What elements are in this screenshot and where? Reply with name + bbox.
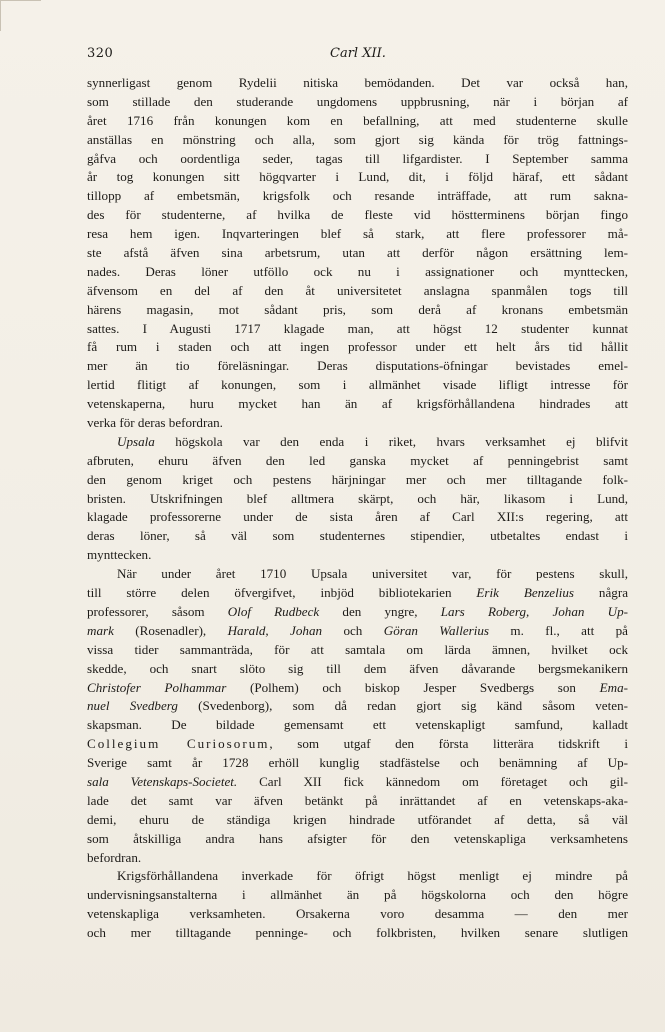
text-segment: (Polhem) och biskop Jesper Svedbergs son — [226, 679, 600, 695]
text-line — [87, 433, 628, 452]
text-line: Sverige samt år 1728 erhöll kunglig stadfästelse och benämning af Up- — [87, 755, 628, 771]
text-line: skedde, och snart slöto sig till dem äfven dåvarande bergsmekanikern — [87, 660, 628, 676]
running-head: Carl XII. — [330, 46, 386, 61]
text-line: verka för deras befordran. — [87, 415, 223, 431]
text-line: som stillade den studerande ungdomens uppbrusning, när i början af — [87, 93, 628, 109]
text-line: När under året 1710 Upsala universitet var, för pestens skull, — [117, 566, 628, 582]
text-line: resa hem igen. Inqvarteringen blef så stark, att flere professorer må- — [87, 226, 628, 242]
text-segment: den yngre, — [319, 603, 441, 619]
text-line: vetenskapliga verksamheten. Orsakerna voro desamma — den mer — [87, 906, 628, 922]
text-line: undervisningsanstalterna i allmänhet än på högskolorna och den högre — [87, 887, 628, 903]
text-segment: och — [322, 622, 384, 638]
text-line: synnerligast genom Rydelii nitiska bemödanden. Det var också han, — [87, 75, 628, 90]
text-line: lade det samt var äfven betänkt på inrättandet af en vetenskaps-aka- — [87, 792, 628, 808]
text-line: afbruten, ehuru äfven den led ganska mycket af penningebrist samt — [87, 452, 628, 468]
text-line: sattes. I Augusti 1717 klagade man, att högst 12 studenter kunnat — [87, 320, 628, 336]
page-corner-mark — [0, 0, 41, 31]
text-line — [87, 773, 628, 792]
italic-text: Erik Benzelius — [476, 585, 575, 601]
text-line: vetenskaperna, huru mycket han än af krigsförhållandena hindrades att — [87, 396, 628, 412]
text-line: bristen. Utskrifningen blef alltmera skärpt, och här, likasom i Lund, — [87, 490, 628, 506]
text-line — [87, 679, 628, 698]
italic-text: Upsala — [117, 433, 155, 449]
italic-text: Christofer Polhammar — [87, 679, 227, 695]
text-line: befordran. — [87, 849, 142, 865]
text-line: äfvensom en del af den åt universitetet anslagna spanmålen togs till — [87, 282, 628, 298]
text-segment: , som utgaf den första litterära tidskrift i — [269, 736, 628, 752]
italic-text: Göran Wallerius — [383, 622, 490, 638]
text-line: demi, ehuru de ständiga krigen hindrade utförandet af detta, så väl — [87, 811, 628, 827]
text-line: mer än tio föreläsningar. Deras disputations-öfningar bevistades emel- — [87, 358, 628, 374]
text-line: des för studenterne, af hvilka de fleste vid höstterminens början fingo — [87, 207, 628, 223]
body-text — [87, 74, 628, 943]
text-line — [87, 697, 628, 716]
text-line: som åtskilliga andra hans afsigter för den vetenskapliga verksamhetens — [87, 830, 628, 846]
text-line: år tog konungen sitt högqvarter i Lund, dit, i följd häraf, ett sådant — [87, 169, 628, 185]
text-line — [87, 584, 628, 603]
text-line: nades. Deras löner utföllo ock nu i assignationer och mynttecken, — [87, 263, 628, 279]
text-segment: några — [574, 585, 629, 601]
text-line — [87, 603, 628, 622]
italic-text: mark — [87, 622, 114, 638]
italic-text: nuel Svedberg — [87, 698, 178, 714]
spaced-text: Collegium Curiosorum — [87, 736, 270, 752]
italic-text: Ema- — [599, 679, 628, 695]
text-line: gåfva och oordentliga seder, tagas till lifgardister. I September samma — [87, 150, 628, 166]
page-header — [87, 46, 627, 66]
text-segment: högskola var den enda i riket, hvars verksamhet ej blifvit — [154, 433, 628, 449]
text-segment: professorer, såsom — [87, 603, 228, 619]
text-line: klagade professorerne under de sista åren af Carl XII:s regering, att — [87, 509, 628, 525]
text-line: deras löner, så väl som studenternes stipendier, utbetaltes endast i — [87, 528, 628, 544]
text-line: Krigsförhållandena inverkade för öfrigt högst menligt ej mindre på — [117, 868, 628, 884]
page-number: 320 — [87, 46, 114, 61]
text-line: vissa tider sammanträda, för att samtala om lärda ämnen, hvilket ock — [87, 641, 628, 657]
text-line: tillopp af embetsmän, krigsfolk och resande inträffade, att rum sakna- — [87, 188, 628, 204]
text-line — [87, 735, 628, 754]
italic-text: Lars Roberg, Johan Up- — [440, 603, 628, 619]
text-line: få rum i staden och att ingen professor under ett helt års tid hållit — [87, 339, 628, 355]
italic-text: sala Vetenskaps-Societet. — [87, 773, 238, 789]
text-line: härens magasin, mot sådant pris, som derå af kronans embetsmän — [87, 301, 628, 317]
text-line: anställas en mönstring och alla, som gjort sig kända för trög fattnings- — [87, 131, 628, 147]
text-line: året 1716 från konungen kom en befallning, att med studenterne skulle — [87, 112, 628, 128]
text-segment: m. fl., att på — [489, 622, 628, 638]
text-line: den genom kriget och pestens härjningar mer och mer tilltagande folk- — [87, 471, 628, 487]
text-segment: (Rosenadler), — [113, 622, 228, 638]
text-segment: Carl XII fick kännedom om företaget och gil- — [237, 773, 628, 789]
text-line: mynttecken. — [87, 547, 152, 563]
italic-text: Harald, Johan — [227, 622, 323, 638]
text-line: ste afstå äfven sina arbetsrum, utan att derför någon ersättning lem- — [87, 245, 628, 261]
text-line: lertid flitigt af konungen, som i allmänhet visade lifligt intresse för — [87, 377, 628, 393]
text-line: och mer tilltagande penninge- och folkbristen, hvilken senare slutligen — [87, 925, 628, 941]
text-line — [87, 622, 628, 641]
text-segment: till större delen öfvergifvet, inbjöd bibliotekarien — [87, 585, 477, 601]
italic-text: Olof Rudbeck — [227, 603, 320, 619]
text-line: skapsman. De bildade gemensamt ett vetenskapligt samfund, kalladt — [87, 717, 628, 733]
text-segment: (Svedenborg), som då redan gjort sig känd såsom veten- — [177, 698, 628, 714]
